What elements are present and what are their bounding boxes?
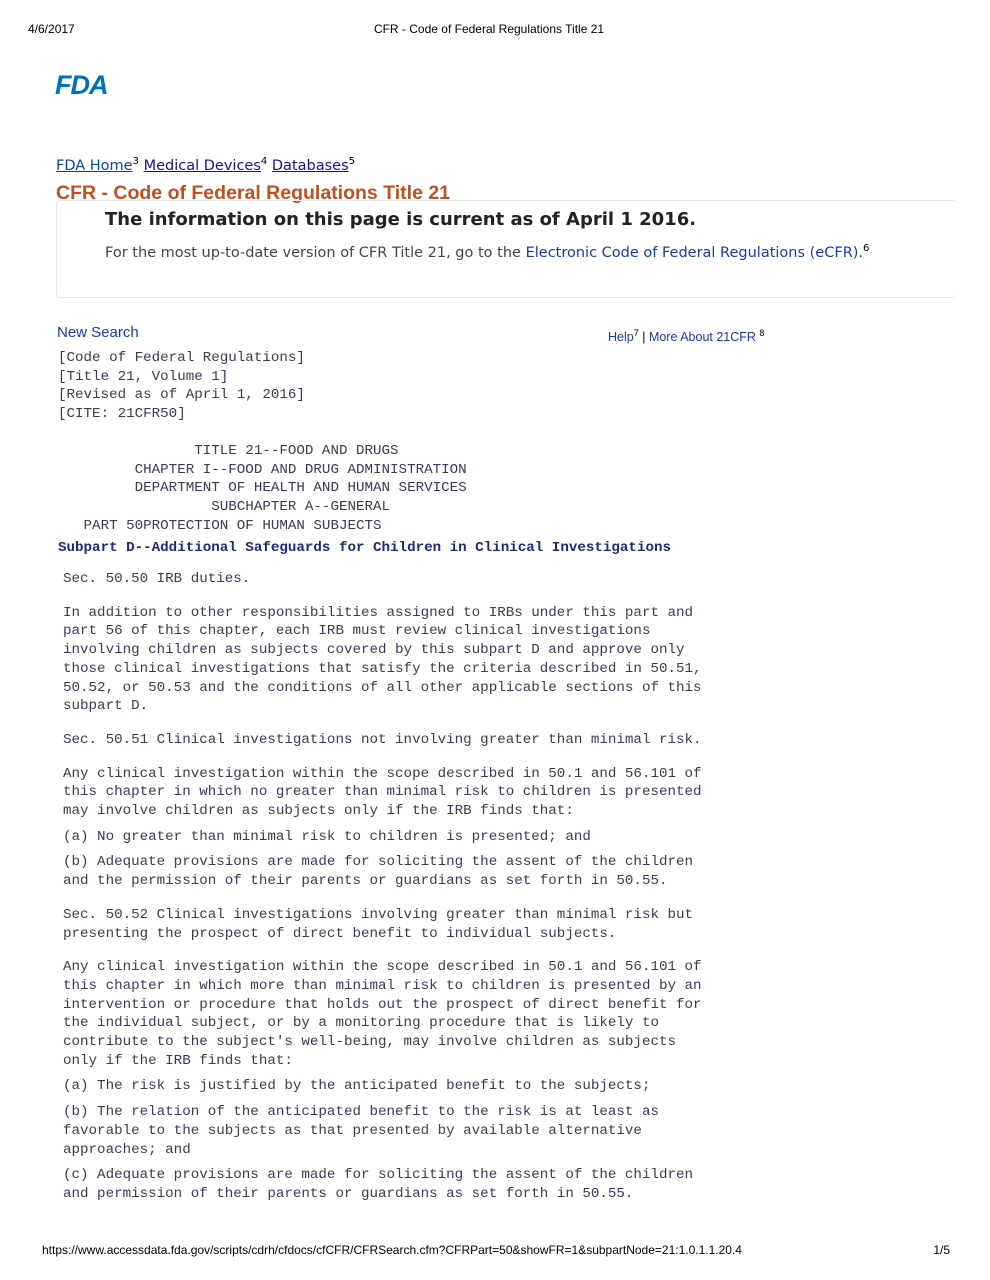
notice-text [105, 237, 885, 265]
breadcrumb-medical-devices[interactable]: Medical Devices [143, 157, 261, 174]
paragraph: (a) The risk is justified by the anticipated benefit to the subjects; [63, 1078, 651, 1095]
paragraph: In addition to other responsibilities assigned to IRBs under this part and part 56 of this chapter, each IRB must review clinical investigations involving children as subjects covered by this subpart D and approve only those clinical investigations that satisfy the criteria described in 50.51, 50.52, or 50.53 and the conditions of all other applicable sections of this subpart D. [63, 604, 702, 715]
section-heading: Sec. 50.50 IRB duties. [63, 571, 251, 587]
page-number: 1/5 [933, 1243, 950, 1257]
paragraph: (b) The relation of the anticipated benefit to the risk is at least as favorable to the subjects as that presented by available alternative approaches; and [63, 1104, 659, 1158]
citation-block [58, 349, 305, 424]
print-header [28, 22, 950, 38]
ref-mark: 3 [132, 156, 139, 167]
ref-mark: 8 [759, 328, 765, 338]
page-title: CFR - Code of Federal Regulations Title 21 [56, 182, 451, 204]
paragraph: Any clinical investigation within the scope described in 50.1 and 56.101 of this chapter in which no greater than minimal risk to children is presented may involve children as subjects only if the IRB finds that: [63, 765, 702, 820]
currency-notice [56, 200, 957, 298]
heading-line: PART 50PROTECTION OF HUMAN SUBJECTS [58, 517, 382, 534]
paragraph: (c) Adequate provisions are made for soliciting the assent of the children and permission of their parents or guardians as set forth in 50.55. [63, 1167, 694, 1202]
hierarchy-headings [58, 442, 467, 536]
notice-heading: The information on this page is current as of April 1 2016. [105, 209, 697, 230]
section-heading: Sec. 50.52 Clinical investigations involving greater than minimal risk but presenting the prospect of direct benefit to individual subjects. [63, 906, 694, 942]
ref-mark: 5 [348, 156, 356, 167]
fda-logo[interactable]: FDA [55, 70, 108, 100]
paragraph: Any clinical investigation within the scope described in 50.1 and 56.101 of this chapter in which more than minimal risk to children is presented by an intervention or procedure that holds out the prospect of direct benefit for the individual subject, or by a monitoring procedure that is likely to contribute to the subject's well-being, may involve children as subjects only if the IRB finds that: [63, 959, 702, 1069]
heading-line: DEPARTMENT OF HEALTH AND HUMAN SERVICES [58, 480, 467, 497]
citation-line: [CITE: 21CFR50] [58, 406, 186, 423]
ecfr-link[interactable]: Electronic Code of Federal Regulations (eCFR). [525, 244, 864, 261]
new-search-link[interactable]: New Search [57, 324, 139, 341]
more-about-21cfr-link[interactable]: More About 21CFR [648, 330, 760, 345]
citation-line: [Revised as of April 1, 2016] [58, 387, 305, 404]
heading-line: SUBCHAPTER A--GENERAL [58, 499, 391, 516]
ref-mark: 7 [633, 328, 639, 338]
print-url: https://www.accessdata.fda.gov/scripts/cdrh/cfdocs/cfCFR/CFRSearch.cfm?CFRPart=50&showFR=1&subpartNode=21:1.0.1.1.20.4 [42, 1243, 742, 1257]
section-heading: Sec. 50.51 Clinical investigations not involving greater than minimal risk. [63, 731, 702, 748]
breadcrumb-databases[interactable]: Databases [271, 157, 349, 174]
notice-text-before: For the most up-to-date version of CFR Title 21, go to the [105, 244, 526, 261]
link-separator: | [638, 330, 649, 345]
breadcrumb [56, 156, 355, 174]
paragraph: (b) Adequate provisions are made for soliciting the assent of the children and the permission of their parents or guardians as set forth in 50.55. [63, 854, 694, 890]
print-title: CFR - Code of Federal Regulations Title 21 [373, 22, 605, 36]
ref-mark: 4 [260, 156, 268, 167]
paragraph: (a) No greater than minimal risk to children is presented; and [63, 828, 591, 845]
subpart-heading: Subpart D--Additional Safeguards for Children in Clinical Investigations [58, 540, 671, 556]
citation-line: [Title 21, Volume 1] [58, 368, 229, 385]
regulation-text [63, 570, 803, 1211]
help-links [608, 328, 764, 344]
citation-line: [Code of Federal Regulations] [58, 350, 305, 366]
heading-line: TITLE 21--FOOD AND DRUGS [58, 443, 399, 459]
heading-line: CHAPTER I--FOOD AND DRUG ADMINISTRATION [58, 461, 467, 478]
print-date: 4/6/2017 [28, 22, 75, 36]
print-footer [42, 1243, 950, 1259]
breadcrumb-fda-home[interactable]: FDA Home [56, 157, 133, 174]
ref-mark: 6 [863, 243, 870, 254]
help-link[interactable]: Help [608, 330, 634, 345]
